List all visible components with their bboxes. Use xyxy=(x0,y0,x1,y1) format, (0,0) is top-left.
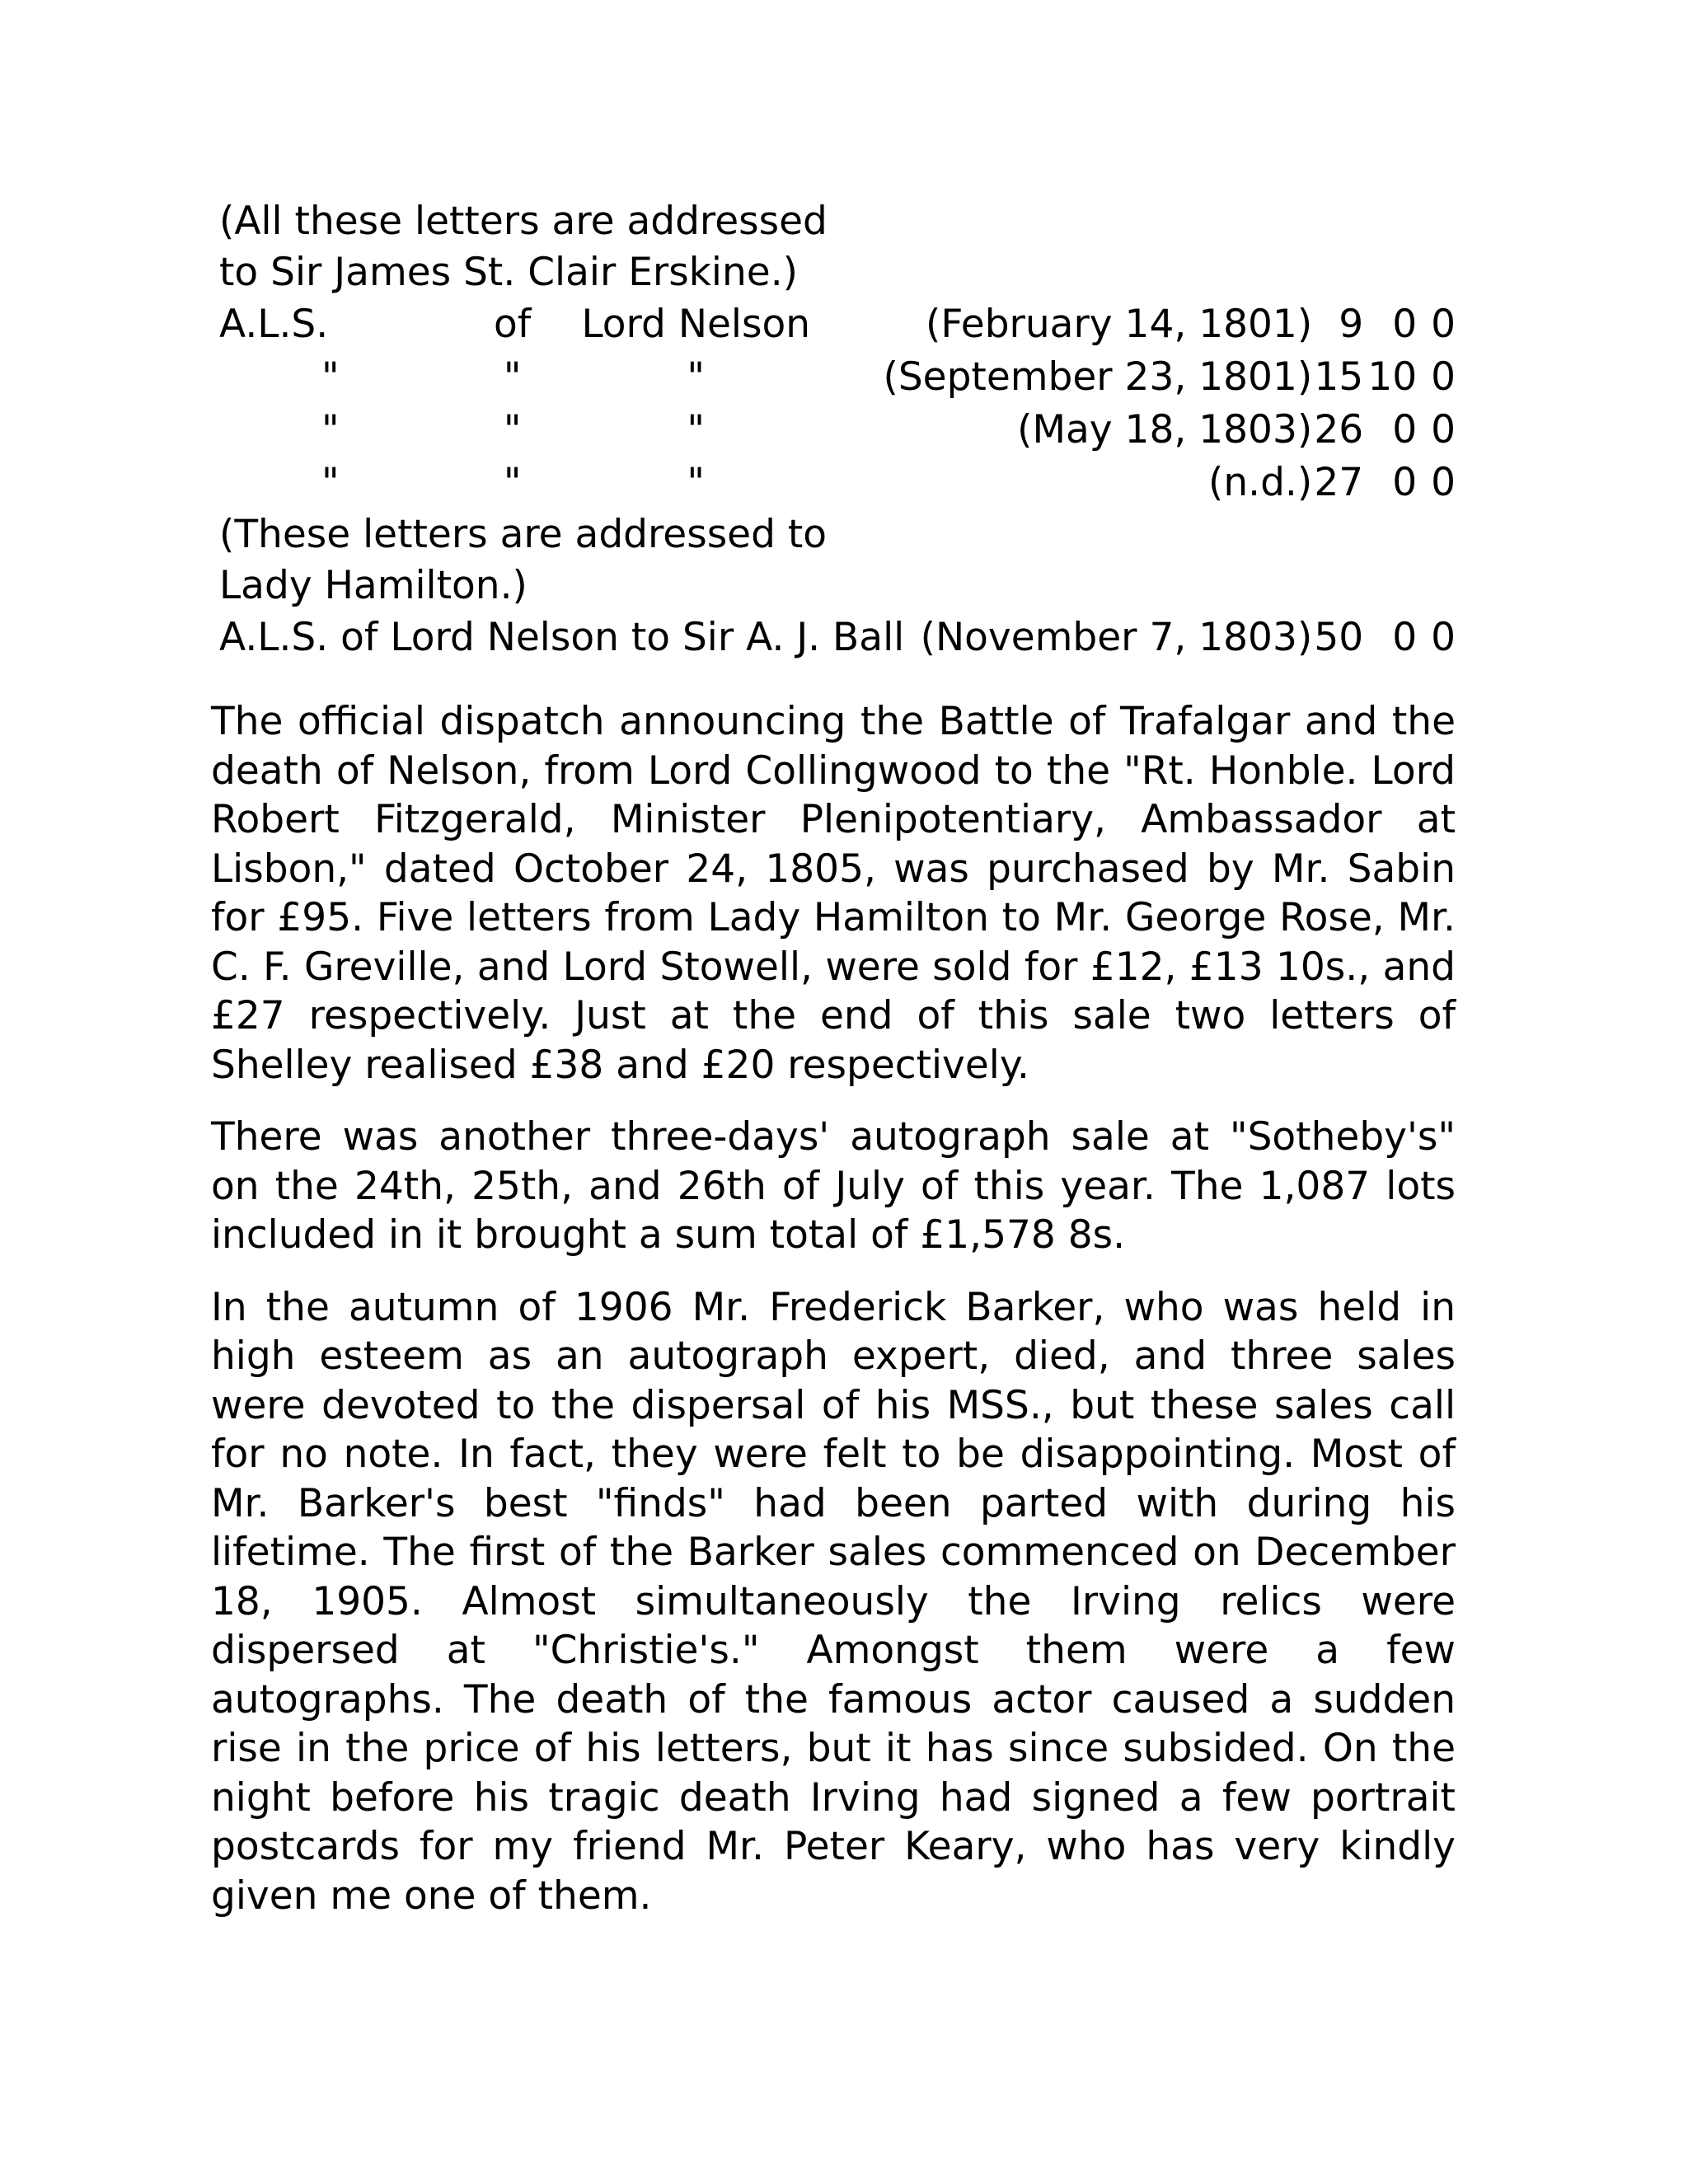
price-pence: 0 xyxy=(1431,302,1456,347)
price-shillings: 0 xyxy=(1392,460,1418,505)
table-row xyxy=(219,404,1456,457)
paragraph-sothebys: There was another three-days' autograph sale at "Sotheby's" on the 24th, 25th, and 26th of July of this year. The 1,087 lots included in it brought a sum total of £1,578 8s. xyxy=(211,1114,1456,1258)
price-shillings: 10 xyxy=(1367,354,1418,400)
letters-price-table xyxy=(219,196,1456,664)
paragraph-barker: In the autumn of 1906 Mr. Frederick Barker, who was held in high esteem as an autograph expert, died, and three sales were devoted to the dispersal of his MSS., but these sales call for no note. In fact, they were felt to be disappointing. Most of Mr. Barker's best "finds" had been parted with during his lifetime. The first of the Barker sales commenced on December 18, 1905. Almost simultaneously the Irving relics were dispersed at "Christie's." Amongst them were a few autographs. The death of the famous actor caused a sudden rise in the price of his letters, but it has since subsided. On the night before his tragic death Irving had signed a few portrait postcards for my friend Mr. Peter Keary, who has very kindly given me one of them. xyxy=(211,1284,1456,1919)
ditto-mark: " xyxy=(503,354,522,400)
price-pounds: 15 xyxy=(1314,354,1364,400)
price-pounds: 27 xyxy=(1314,460,1364,505)
price-pence: 0 xyxy=(1431,407,1456,452)
table-row xyxy=(219,612,1456,664)
table-note-row xyxy=(219,196,1456,298)
price-pounds: 26 xyxy=(1314,407,1364,452)
item-date: (November 7, 1803) xyxy=(920,615,1313,660)
ditto-mark: " xyxy=(503,460,522,505)
table-note-erskine: (All these letters are addressed to Sir James St. Clair Erskine.) xyxy=(219,199,828,295)
item-date: (n.d.) xyxy=(1208,460,1313,505)
ditto-mark: " xyxy=(687,460,706,505)
price-shillings: 0 xyxy=(1392,615,1418,660)
item-type: A.L.S. xyxy=(219,302,329,347)
item-date: (May 18, 1803) xyxy=(1017,407,1313,452)
price-shillings: 0 xyxy=(1392,302,1418,347)
item-of: of xyxy=(494,302,532,347)
ditto-mark: " xyxy=(687,354,706,400)
ditto-mark: " xyxy=(321,407,340,452)
price-pounds: 50 xyxy=(1314,615,1364,660)
price-pounds: 9 xyxy=(1339,302,1364,347)
item-date: (February 14, 1801) xyxy=(926,302,1313,347)
ditto-mark: " xyxy=(503,407,522,452)
price-pence: 0 xyxy=(1431,354,1456,400)
price-pence: 0 xyxy=(1431,615,1456,660)
table-row xyxy=(219,298,1456,351)
item-author: Lord Nelson xyxy=(581,302,810,347)
price-pence: 0 xyxy=(1431,460,1456,505)
ditto-mark: " xyxy=(687,407,706,452)
table-note-row xyxy=(219,509,1456,612)
table-row xyxy=(219,351,1456,404)
item-description: A.L.S. of Lord Nelson to Sir A. J. Ball xyxy=(219,615,905,660)
table-row xyxy=(219,457,1456,509)
price-shillings: 0 xyxy=(1392,407,1418,452)
paragraph-trafalgar: The official dispatch announcing the Battle of Trafalgar and the death of Nelson, from Lord Collingwood to the "Rt. Honble. Lord Robert Fitzgerald, Minister Plenipotentiary, Ambassador at Lisbon," dated October 24, 1805, was purchased by Mr. Sabin for £95. Five letters from Lady Hamilton to Mr. George Rose, Mr. C. F. Greville, and Lord Stowell, were sold for £12, £13 10s., and £27 respectively. Just at the end of this sale two letters of Shelley realised £38 and £20 respectively. xyxy=(211,699,1456,1088)
body-text xyxy=(211,697,1456,1943)
ditto-mark: " xyxy=(321,460,340,505)
table-note-hamilton: (These letters are addressed to Lady Hamilton.) xyxy=(219,512,828,608)
ditto-mark: " xyxy=(321,354,340,400)
item-date: (September 23, 1801) xyxy=(883,354,1313,400)
